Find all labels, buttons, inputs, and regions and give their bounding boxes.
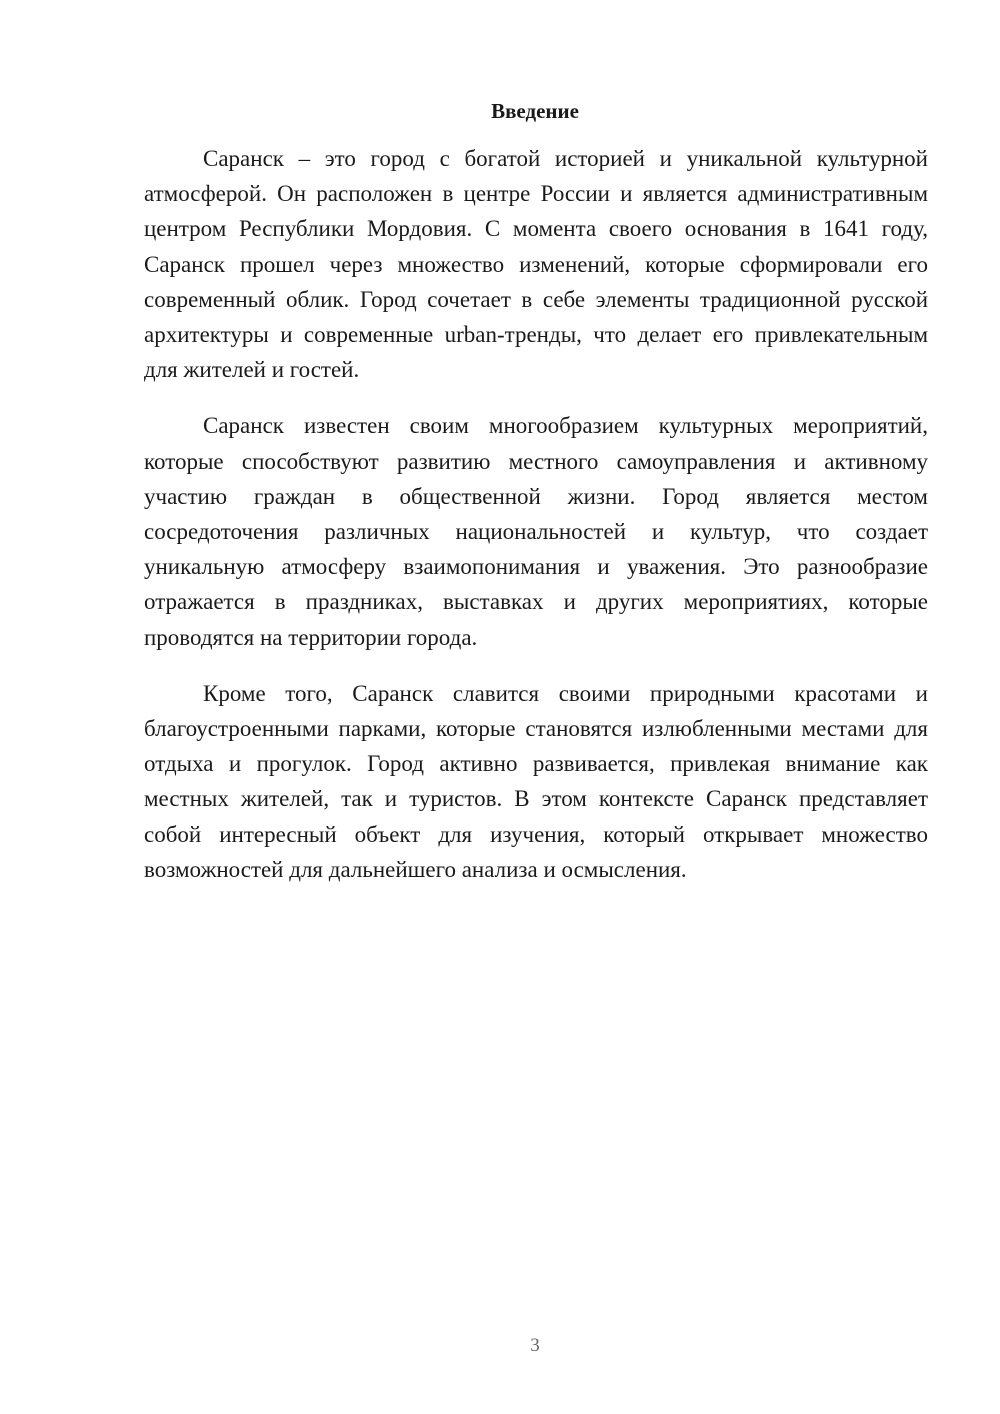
paragraph-3: Кроме того, Саранск славится своими природными красотами и благоустроенными парками, которые становятся излюбленными местами для отдыха и прогулок. Город активно развивается, привлекая внимание как местных жителей, так и туристов. В этом контексте Саранск представляет собой интересный объект для изучения, который открывает множество возможностей для дальнейшего анализа и осмысления. — [144, 680, 928, 882]
paragraph-2: Саранск известен своим многообразием культурных мероприятий, которые способствуют развитию местного самоуправления и активному участию граждан в общественной жизни. Город является местом сосредоточения различных национальностей и культур, что создает уникальную атмосферу взаимопонимания и уважения. Это разнообразие отражается в праздниках, выставках и других мероприятиях, которые проводятся на территории города. — [144, 413, 928, 650]
body-text — [144, 141, 928, 908]
paragraph-1: Саранск – это город с богатой историей и уникальной культурной атмосферой. Он расположен в центре России и является административным центром Республики Мордовия. С момента своего основания в 1641 году, Саранск прошел через множество изменений, которые сформировали его современный облик. Город сочетает в себе элементы традиционной русской архитектуры и современные urban-тренды, что делает его привлекательным для жителей и гостей. — [144, 146, 928, 383]
page-number: 3 — [530, 1335, 540, 1356]
section-title: Введение — [491, 99, 579, 123]
